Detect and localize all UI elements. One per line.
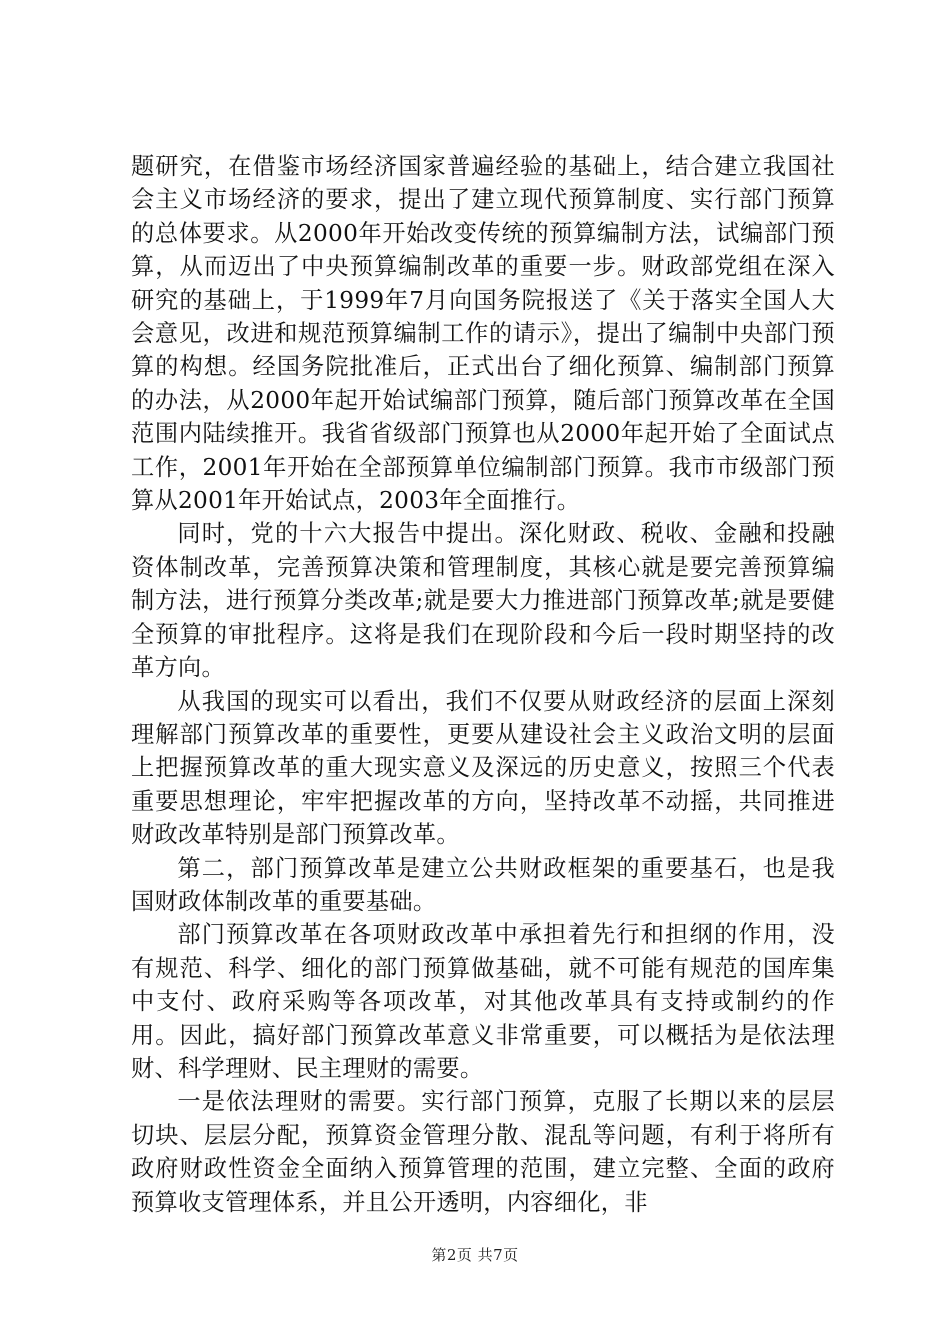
paragraph-6: 一是依法理财的需要。实行部门预算，克服了长期以来的层层切块、层层分配，预算资金管理分散、混乱等问题，有利于将所有政府财政性资金全面纳入预算管理的范围，建立完整、全面的政府预算收支管理体系，并且公开透明，内容细化，非 (131, 1088, 835, 1216)
paragraph-1: 题研究，在借鉴市场经济国家普遍经验的基础上，结合建立我国社会主义市场经济的要求，提出了建立现代预算制度、实行部门预算的总体要求。从2000年开始改变传统的预算编制方法，试编部门预算，从而迈出了中央预算编制改革的重要一步。财政部党组在深入研究的基础上，于1999年7月向国务院报送了《关于落实全国人大会意见，改进和规范预算编制工作的请示》，提出了编制中央部门预算的构想。经国务院批准后，正式出台了细化预算、编制部门预算的办法，从2000年起开始试编部门预算，随后部门预算改革在全国范围内陆续推开。我省省级部门预算也从2000年起开始了全面试点工作，2001年开始在全部预算单位编制部门预算。我市市级部门预算从2001年开始试点，2003年全面推行。 (131, 153, 835, 515)
paragraph-4: 第二，部门预算改革是建立公共财政框架的重要基石，也是我国财政体制改革的重要基础。 (131, 854, 835, 915)
document-body (131, 150, 835, 1219)
paragraph-5: 部门预算改革在各项财政改革中承担着先行和担纲的作用，没有规范、科学、细化的部门预算做基础，就不可能有规范的国库集中支付、政府采购等各项改革，对其他改革具有支持或制约的作用。因此，搞好部门预算改革意义非常重要，可以概括为是依法理财、科学理财、民主理财的需要。 (131, 921, 835, 1082)
page-footer: 第2页 共7页 (431, 1246, 519, 1264)
paragraph-2: 同时，党的十六大报告中提出。深化财政、税收、金融和投融资体制改革，完善预算决策和管理制度，其核心就是要完善预算编制方法，进行预算分类改革;就是要大力推进部门预算改革;就是要健全预算的审批程序。这将是我们在现阶段和今后一段时期坚持的改革方向。 (131, 520, 835, 682)
paragraph-3: 从我国的现实可以看出，我们不仅要从财政经济的层面上深刻理解部门预算改革的重要性，更要从建设社会主义政治文明的层面上把握预算改革的重大现实意义及深远的历史意义，按照三个代表重要思想理论，牢牢把握改革的方向，坚持改革不动摇，共同推进财政改革特别是部门预算改革。 (131, 687, 835, 849)
